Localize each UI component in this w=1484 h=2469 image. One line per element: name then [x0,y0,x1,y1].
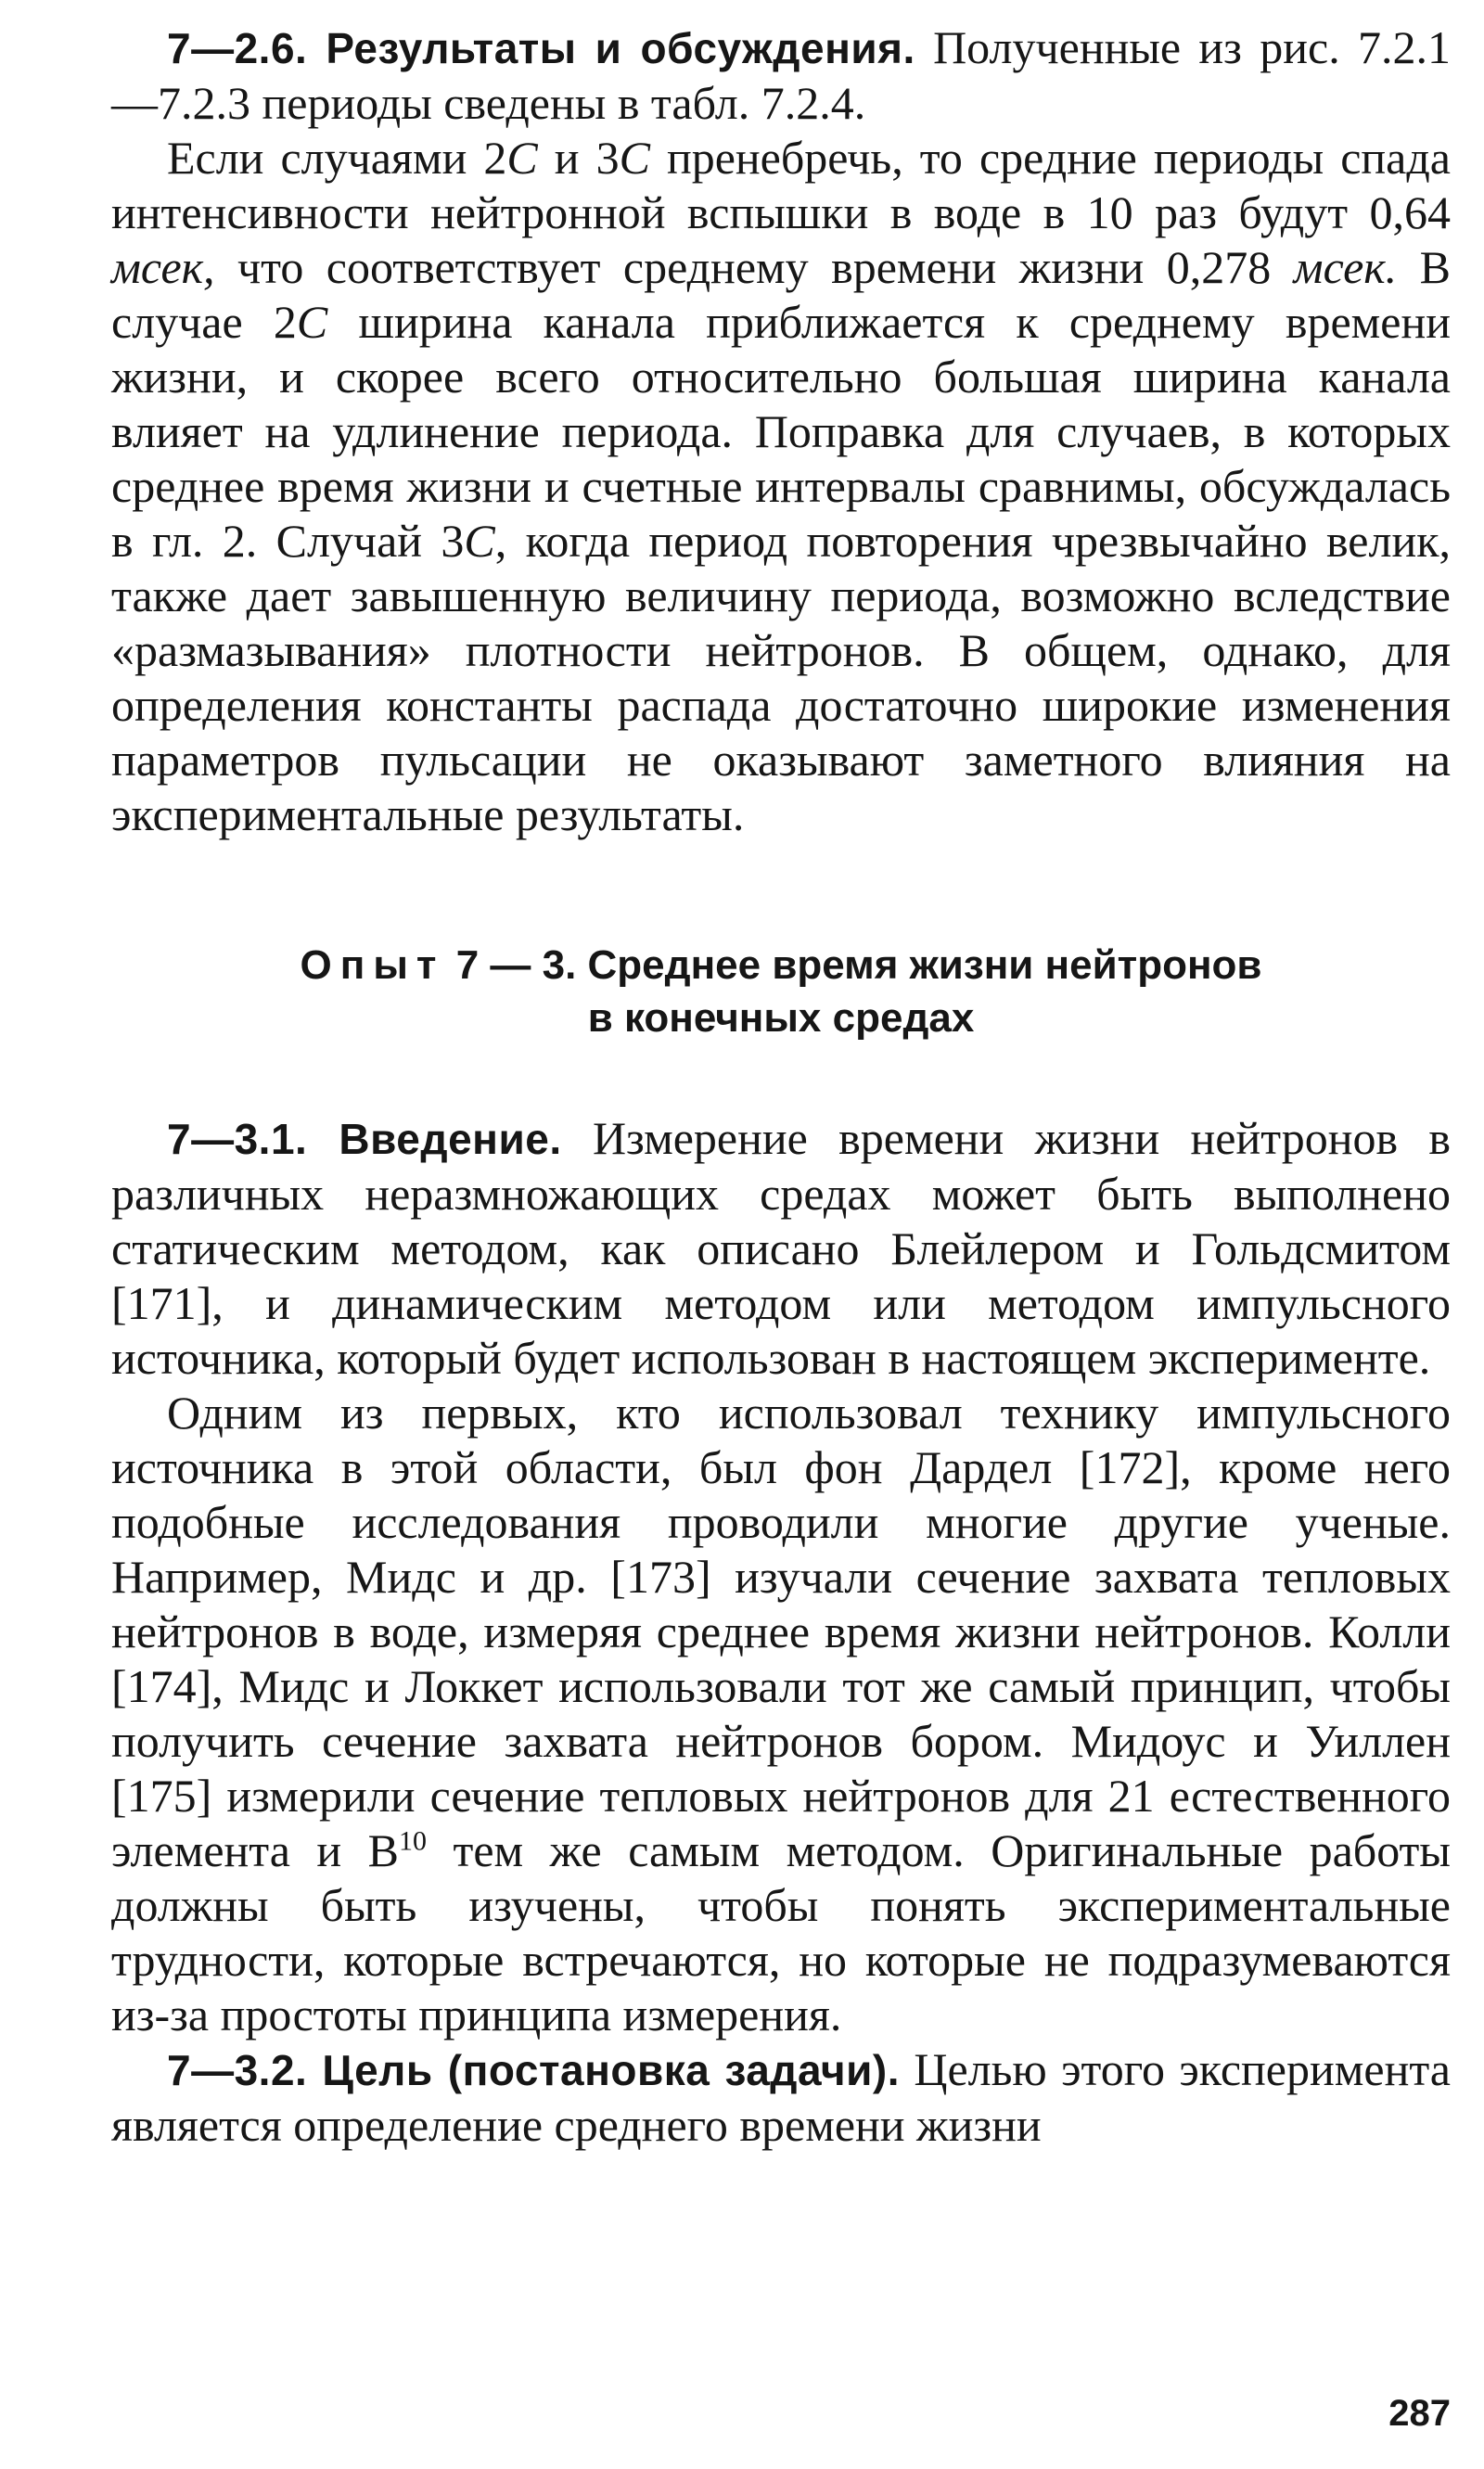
page-body [111,20,1451,2153]
text-run: ширина канала приближается к среднему времени жизни, и скорее всего относительно большая ширина канала влияет на удлинение периода. Поправка для случаев, в которых среднее время жизни и счетные интервалы сравнимы, обсуждалась в гл. 2. Случай 3 [111,296,1451,567]
text-run: что соответствует среднему времени жизни 0,278 [214,241,1294,293]
experiment-label: Опыт [300,942,445,988]
section-7-3-1-title: 7—3.1. Введение. [167,1115,562,1163]
section-7-2-6-intro: Полученные из рис. 7.2.1—7.2.3 периоды сведены в табл. 7.2.4. [111,21,1452,129]
text-run: В случае 2 [111,241,1451,348]
text-run: , когда период повторения чрезвычайно велик, также дает завышенную величину периода, возможно вследствие «размазывания» плотности нейтронов. В общем, однако, для определения константы распада достаточно широкие изменения параметров пульсации не оказывают заметного влияния на экспериментальные результаты. [111,515,1451,840]
text-run: Одним из первых, кто использовал технику импульсного источника в этой области, был фон Дардел [172], кроме него подобные исследования проводили многие другие ученые. Например, Мидс и др. [173] изучали сечение захвата тепловых нейтронов в воде, измеряя среднее время жизни нейтронов. Колли [174], Мидс и Локкет использовали тот же самый принцип, чтобы получить сечение захвата нейтронов бором. Мидоус и Уиллен [175] измерили сечение тепловых нейтронов для 21 естественного элемента и B [111,1387,1451,1876]
experiment-heading [111,939,1451,1044]
text-run: C [464,515,495,567]
history-paragraph [111,1386,1451,2042]
section-7-3-2-title: 7—3.2. Цель (постановка задачи). [167,2046,901,2094]
text-run: тем же самым методом. Оригинальные работы должны быть изучены, чтобы понять экспериментальные трудности, которые встречаются, но которые не подразумеваются из-за простоты принципа измерения. [111,1824,1451,2040]
section-7-2-6-paragraph [111,20,1451,131]
text-run: и 3 [537,132,620,184]
page-number: 287 [1388,2393,1451,2434]
text-run: Если случаями 2 [167,132,507,184]
isotope-superscript: 10 [399,1825,428,1857]
section-7-2-6-title: 7—2.6. Результаты и обсуждения. [167,24,915,72]
section-7-3-2-paragraph [111,2042,1451,2153]
unit-text: мсек, [111,241,215,293]
unit-text: мсек. [1293,241,1398,293]
section-7-3-1-text: Измерение времени жизни нейтронов в различных неразмножающих средах может быть выполнено статическим методом, как описано Блейлером и Гольдсмитом [171], и динамическим методом или методом импульсного источника, который будет использован в настоящем эксперименте. [111,1112,1451,1384]
section-7-3-1-paragraph [111,1111,1451,1386]
text-run: C [619,132,650,184]
results-discussion-paragraph [111,131,1451,842]
text-run: пренебречь, то средние периоды спада интенсивности нейтронной вспышки в воде в 10 раз будут 0,64 [111,132,1451,238]
experiment-heading-line1 [111,939,1451,991]
experiment-heading-line2: в конечных средах [587,995,975,1041]
experiment-title: 7 — 3. Среднее время жизни нейтронов [444,942,1262,988]
section-7-3-2-text: Целью этого эксперимента является определение среднего времени жизни [111,2043,1451,2151]
text-run: C [506,132,538,184]
text-run: C [296,296,328,348]
